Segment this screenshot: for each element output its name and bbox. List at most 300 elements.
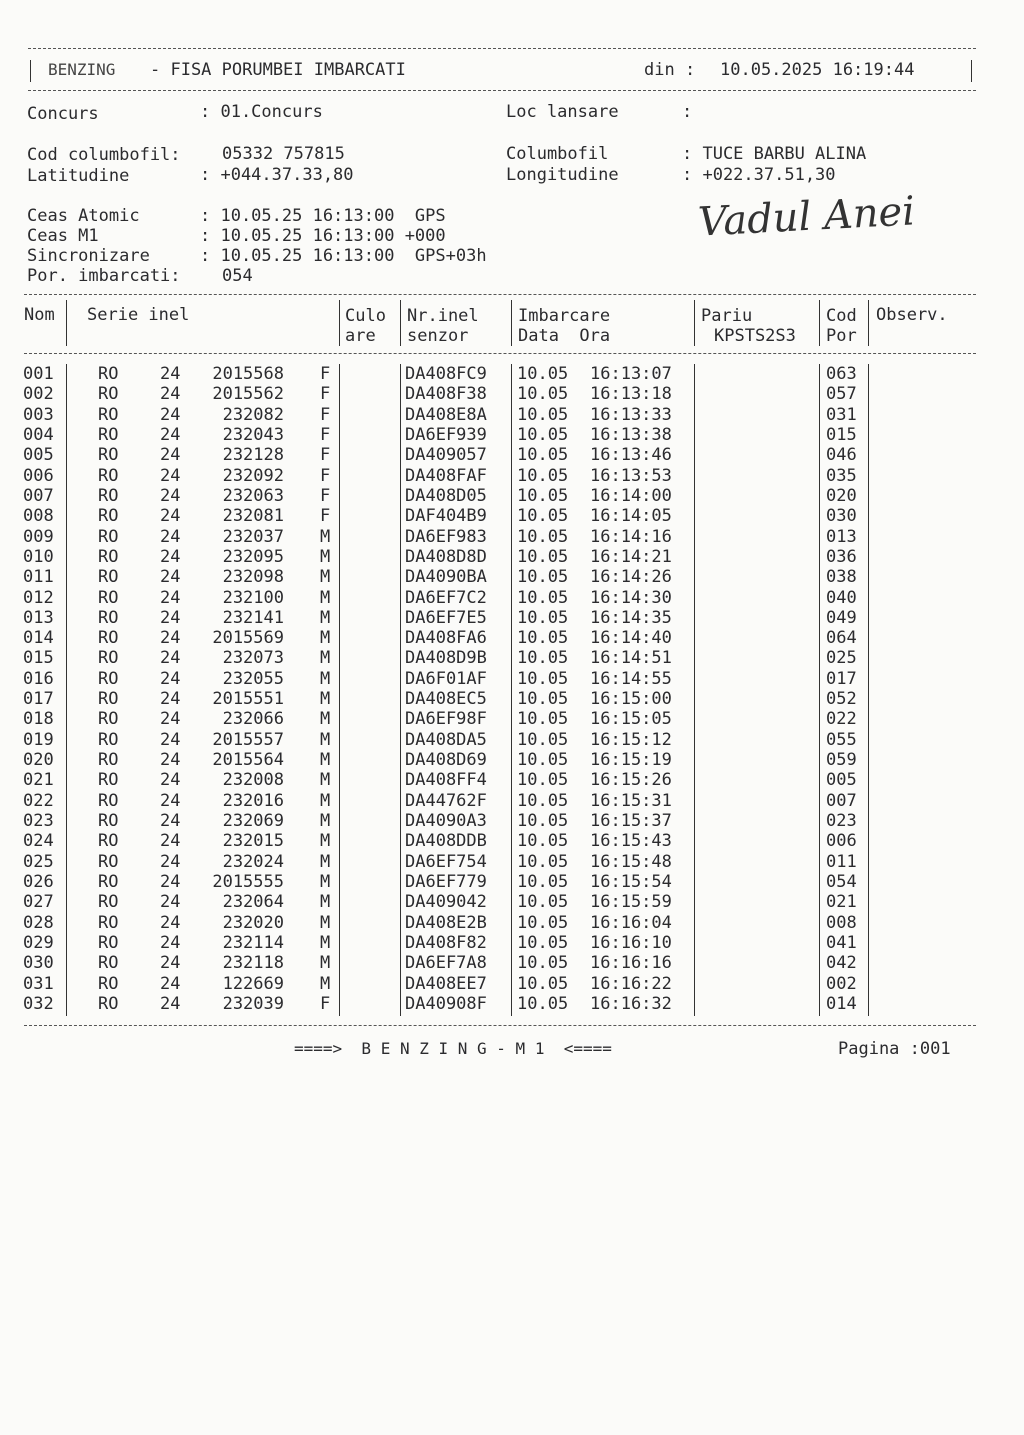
sensor-ring-id: DA6EF754 — [405, 851, 487, 872]
brand-label: BENZING — [48, 60, 116, 79]
row-number: 014 — [23, 628, 54, 649]
pigeon-sex: M — [320, 546, 331, 567]
col-divider — [511, 300, 512, 346]
ring-country: RO — [98, 628, 119, 649]
row-number: 026 — [23, 872, 54, 892]
pigeon-code: 031 — [826, 404, 857, 425]
ring-number: 2015564 — [212, 750, 284, 771]
sensor-ring-id: DA6EF7A8 — [405, 953, 487, 974]
ring-year: 24 — [160, 607, 181, 628]
boarding-time: 16:16:04 — [590, 912, 672, 933]
col-header-observatii: Observ. — [876, 305, 948, 325]
sensor-ring-id: DA408FA6 — [405, 628, 487, 649]
table-row — [0, 933, 1024, 953]
boarding-time: 16:13:07 — [590, 364, 672, 384]
ring-year: 24 — [160, 567, 181, 588]
row-number: 009 — [23, 526, 54, 547]
pigeon-sex: M — [320, 668, 331, 689]
ring-number: 232024 — [222, 851, 284, 872]
porumbei-imbarcati-label: Por. imbarcati: — [27, 266, 181, 286]
loc-lansare-value: : — [682, 102, 693, 122]
pigeon-code: 017 — [826, 668, 857, 689]
ring-number: 232039 — [222, 993, 284, 1014]
ring-number: 232043 — [222, 424, 284, 445]
boarding-time: 16:15:12 — [590, 729, 672, 750]
sensor-ring-id: DA408D05 — [405, 485, 487, 506]
boarding-date: 10.05 — [517, 628, 569, 649]
ring-year: 24 — [160, 993, 181, 1014]
pigeon-sex: F — [320, 384, 331, 405]
boarding-time: 16:15:43 — [590, 831, 672, 852]
pigeon-code: 046 — [826, 445, 857, 466]
ring-country: RO — [98, 912, 119, 933]
row-number: 006 — [23, 465, 54, 486]
pigeon-sex: M — [320, 912, 331, 933]
columbofil-value: : TUCE BARBU ALINA — [682, 144, 867, 164]
row-number: 022 — [23, 790, 54, 811]
col-divider — [400, 300, 401, 346]
sensor-ring-id: DA408E8A — [405, 404, 487, 425]
row-number: 016 — [23, 668, 54, 689]
ring-number: 232098 — [222, 567, 284, 588]
ring-number: 2015569 — [212, 628, 284, 649]
boarding-time: 16:16:16 — [590, 953, 672, 974]
boarding-time: 16:15:05 — [590, 709, 672, 730]
row-number: 021 — [23, 770, 54, 791]
boarding-date: 10.05 — [517, 485, 569, 506]
pigeon-sex: F — [320, 364, 331, 384]
boarding-date: 10.05 — [517, 404, 569, 425]
row-number: 020 — [23, 750, 54, 771]
ring-year: 24 — [160, 526, 181, 547]
pigeon-code: 023 — [826, 811, 857, 832]
pigeon-code: 040 — [826, 587, 857, 608]
ring-year: 24 — [160, 790, 181, 811]
ring-number: 232069 — [222, 811, 284, 832]
cod-columbofil-value: 05332 757815 — [222, 144, 345, 164]
col-header-nr-inel-2: senzor — [407, 326, 469, 346]
pigeon-code: 041 — [826, 932, 857, 953]
pigeon-sex: M — [320, 851, 331, 872]
ring-year: 24 — [160, 485, 181, 506]
row-number: 025 — [23, 851, 54, 872]
sensor-ring-id: DA408FF4 — [405, 770, 487, 791]
row-number: 027 — [23, 892, 54, 913]
ring-number: 232037 — [222, 526, 284, 547]
header-right-edge — [971, 60, 972, 82]
ring-year: 24 — [160, 892, 181, 913]
ring-year: 24 — [160, 831, 181, 852]
row-number: 010 — [23, 546, 54, 567]
sincronizare-value: : 10.05.25 16:13:00 GPS+03h — [200, 246, 487, 266]
ring-number: 232063 — [222, 485, 284, 506]
boarding-time: 16:15:59 — [590, 892, 672, 913]
row-number: 029 — [23, 932, 54, 953]
pigeon-code: 064 — [826, 628, 857, 649]
pigeon-sex: M — [320, 709, 331, 730]
ring-number: 232082 — [222, 404, 284, 425]
ring-country: RO — [98, 770, 119, 791]
ring-number: 2015557 — [212, 729, 284, 750]
table-row — [0, 486, 1024, 506]
ring-number: 232118 — [222, 953, 284, 974]
sensor-ring-id: DA408D69 — [405, 750, 487, 771]
loc-lansare-label: Loc lansare — [506, 102, 619, 122]
sensor-ring-id: DA408F38 — [405, 384, 487, 405]
concurs-value: : 01.Concurs — [200, 102, 323, 122]
col-header-culoare-1: Culo — [345, 306, 386, 326]
boarding-time: 16:14:26 — [590, 567, 672, 588]
cod-columbofil-label: Cod columbofil: — [27, 145, 181, 165]
col-header-nom: Nom — [24, 305, 55, 325]
sensor-ring-id: DA40908F — [405, 993, 487, 1014]
pigeon-sex: F — [320, 993, 331, 1014]
pigeon-sex: M — [320, 729, 331, 750]
ring-number: 2015551 — [212, 689, 284, 710]
ring-country: RO — [98, 465, 119, 486]
boarding-date: 10.05 — [517, 811, 569, 832]
row-number: 011 — [23, 567, 54, 588]
col-header-cod-1: Cod — [826, 306, 857, 326]
pigeon-sex: M — [320, 831, 331, 852]
table-row — [0, 974, 1024, 994]
ring-year: 24 — [160, 973, 181, 994]
col-header-pariu-2: KPSTS2S3 — [714, 326, 796, 346]
ring-number: 2015555 — [212, 872, 284, 892]
ring-country: RO — [98, 668, 119, 689]
pigeon-code: 014 — [826, 993, 857, 1014]
boarding-date: 10.05 — [517, 831, 569, 852]
print-datetime: 10.05.2025 16:19:44 — [720, 60, 915, 80]
sensor-ring-id: DA408EE7 — [405, 973, 487, 994]
ring-year: 24 — [160, 628, 181, 649]
ring-country: RO — [98, 587, 119, 608]
table-row — [0, 831, 1024, 851]
ring-year: 24 — [160, 770, 181, 791]
ring-country: RO — [98, 364, 119, 384]
boarding-date: 10.05 — [517, 526, 569, 547]
ring-country: RO — [98, 851, 119, 872]
table-row — [0, 852, 1024, 872]
ring-country: RO — [98, 485, 119, 506]
pigeon-sex: M — [320, 770, 331, 791]
ring-number: 232092 — [222, 465, 284, 486]
ring-number: 232081 — [222, 506, 284, 527]
boarding-time: 16:13:33 — [590, 404, 672, 425]
ring-year: 24 — [160, 750, 181, 771]
col-header-cod-2: Por — [826, 326, 857, 346]
pigeon-sex: M — [320, 973, 331, 994]
boarding-date: 10.05 — [517, 424, 569, 445]
sensor-ring-id: DA6EF7E5 — [405, 607, 487, 628]
pigeon-code: 030 — [826, 506, 857, 527]
pigeon-sex: M — [320, 526, 331, 547]
ring-country: RO — [98, 648, 119, 669]
ring-number: 232066 — [222, 709, 284, 730]
ring-number: 232114 — [222, 932, 284, 953]
pigeon-code: 011 — [826, 851, 857, 872]
boarding-time: 16:14:35 — [590, 607, 672, 628]
pigeon-code: 038 — [826, 567, 857, 588]
pigeon-sex: F — [320, 485, 331, 506]
table-bottom-border — [24, 1025, 976, 1026]
ring-country: RO — [98, 790, 119, 811]
pigeon-sex: M — [320, 811, 331, 832]
row-number: 019 — [23, 729, 54, 750]
table-row — [0, 567, 1024, 587]
ring-year: 24 — [160, 424, 181, 445]
ceas-atomic-label: Ceas Atomic — [27, 206, 140, 226]
ring-year: 24 — [160, 851, 181, 872]
pigeon-code: 020 — [826, 485, 857, 506]
ring-country: RO — [98, 932, 119, 953]
ring-country: RO — [98, 811, 119, 832]
table-row — [0, 709, 1024, 729]
ring-year: 24 — [160, 445, 181, 466]
ring-country: RO — [98, 872, 119, 892]
document-title: - FISA PORUMBEI IMBARCATI — [150, 60, 406, 80]
pigeon-sex: M — [320, 892, 331, 913]
ring-year: 24 — [160, 648, 181, 669]
ring-country: RO — [98, 607, 119, 628]
ring-country: RO — [98, 506, 119, 527]
boarding-date: 10.05 — [517, 567, 569, 588]
row-number: 032 — [23, 993, 54, 1014]
header-bottom-border — [28, 90, 976, 91]
boarding-date: 10.05 — [517, 790, 569, 811]
sensor-ring-id: DA4090BA — [405, 567, 487, 588]
date-label: din : — [644, 60, 696, 80]
ring-number: 232141 — [222, 607, 284, 628]
concurs-label: Concurs — [27, 104, 99, 124]
table-row — [0, 811, 1024, 831]
row-number: 005 — [23, 445, 54, 466]
pigeon-code: 015 — [826, 424, 857, 445]
boarding-date: 10.05 — [517, 546, 569, 567]
boarding-time: 16:14:40 — [590, 628, 672, 649]
pigeon-sex: M — [320, 587, 331, 608]
sensor-ring-id: DA4090A3 — [405, 811, 487, 832]
boarding-date: 10.05 — [517, 648, 569, 669]
boarding-time: 16:14:00 — [590, 485, 672, 506]
col-header-imbarcare-1: Imbarcare — [518, 306, 611, 326]
ring-year: 24 — [160, 709, 181, 730]
ring-country: RO — [98, 445, 119, 466]
table-row — [0, 527, 1024, 547]
ring-number: 232073 — [222, 648, 284, 669]
boarding-date: 10.05 — [517, 750, 569, 771]
boarding-time: 16:15:19 — [590, 750, 672, 771]
boarding-date: 10.05 — [517, 872, 569, 892]
sensor-ring-id: DA408FC9 — [405, 364, 487, 384]
sincronizare-label: Sincronizare — [27, 246, 150, 266]
pigeon-sex: M — [320, 628, 331, 649]
row-number: 002 — [23, 384, 54, 405]
sensor-ring-id: DA408F82 — [405, 932, 487, 953]
col-header-culoare-2: are — [345, 326, 376, 346]
ring-country: RO — [98, 404, 119, 425]
row-number: 008 — [23, 506, 54, 527]
pigeon-code: 049 — [826, 607, 857, 628]
boarding-date: 10.05 — [517, 587, 569, 608]
ring-year: 24 — [160, 689, 181, 710]
boarding-time: 16:14:30 — [590, 587, 672, 608]
pigeon-sex: M — [320, 607, 331, 628]
pigeon-sex: M — [320, 689, 331, 710]
pigeon-sex: M — [320, 567, 331, 588]
row-number: 030 — [23, 953, 54, 974]
row-number: 003 — [23, 404, 54, 425]
table-header-top-border — [24, 294, 976, 295]
pigeon-sex: F — [320, 404, 331, 425]
boarding-time: 16:16:32 — [590, 993, 672, 1014]
boarding-time: 16:13:18 — [590, 384, 672, 405]
table-row — [0, 466, 1024, 486]
col-divider — [819, 300, 820, 346]
ring-number: 232095 — [222, 546, 284, 567]
ring-country: RO — [98, 953, 119, 974]
boarding-date: 10.05 — [517, 384, 569, 405]
boarding-time: 16:14:05 — [590, 506, 672, 527]
ring-country: RO — [98, 689, 119, 710]
boarding-date: 10.05 — [517, 953, 569, 974]
table-row — [0, 892, 1024, 912]
boarding-date: 10.05 — [517, 506, 569, 527]
pigeon-code: 059 — [826, 750, 857, 771]
sensor-ring-id: DAF404B9 — [405, 506, 487, 527]
table-row — [0, 608, 1024, 628]
boarding-time: 16:15:26 — [590, 770, 672, 791]
sensor-ring-id: DA409042 — [405, 892, 487, 913]
ring-number: 232055 — [222, 668, 284, 689]
boarding-time: 16:15:37 — [590, 811, 672, 832]
handwritten-location-note: Vadul Anei — [696, 188, 917, 246]
row-number: 031 — [23, 973, 54, 994]
pigeon-code: 054 — [826, 872, 857, 892]
ring-number: 2015562 — [212, 384, 284, 405]
boarding-time: 16:15:54 — [590, 872, 672, 892]
table-row — [0, 872, 1024, 892]
ring-country: RO — [98, 526, 119, 547]
pigeon-code: 055 — [826, 729, 857, 750]
pigeon-code: 002 — [826, 973, 857, 994]
boarding-time: 16:14:51 — [590, 648, 672, 669]
header-left-edge — [30, 60, 31, 82]
longitudine-label: Longitudine — [506, 165, 619, 185]
ring-country: RO — [98, 384, 119, 405]
boarding-date: 10.05 — [517, 729, 569, 750]
pigeon-code: 052 — [826, 689, 857, 710]
ring-number: 232128 — [222, 445, 284, 466]
table-row — [0, 588, 1024, 608]
boarding-date: 10.05 — [517, 709, 569, 730]
ring-year: 24 — [160, 384, 181, 405]
porumbei-imbarcati-value: 054 — [222, 266, 253, 286]
ring-year: 24 — [160, 668, 181, 689]
pigeon-code: 035 — [826, 465, 857, 486]
boarding-time: 16:14:21 — [590, 546, 672, 567]
ring-number: 2015568 — [212, 364, 284, 384]
boarding-time: 16:16:10 — [590, 932, 672, 953]
table-row — [0, 405, 1024, 425]
boarding-date: 10.05 — [517, 973, 569, 994]
ring-country: RO — [98, 973, 119, 994]
row-number: 001 — [23, 364, 54, 384]
ring-country: RO — [98, 892, 119, 913]
pigeon-sex: M — [320, 750, 331, 771]
pigeon-sex: F — [320, 445, 331, 466]
boarding-time: 16:13:46 — [590, 445, 672, 466]
boarding-date: 10.05 — [517, 912, 569, 933]
boarding-time: 16:13:38 — [590, 424, 672, 445]
boarding-date: 10.05 — [517, 770, 569, 791]
boarding-date: 10.05 — [517, 689, 569, 710]
ring-year: 24 — [160, 932, 181, 953]
pigeon-sex: M — [320, 872, 331, 892]
col-header-nr-inel-1: Nr.inel — [407, 306, 479, 326]
table-row — [0, 648, 1024, 668]
row-number: 023 — [23, 811, 54, 832]
boarding-date: 10.05 — [517, 932, 569, 953]
table-row — [0, 506, 1024, 526]
pigeon-code: 063 — [826, 364, 857, 384]
pigeon-sex: M — [320, 648, 331, 669]
pigeon-sex: F — [320, 424, 331, 445]
table-row — [0, 953, 1024, 973]
row-number: 004 — [23, 424, 54, 445]
col-header-imbarcare-2: Data Ora — [518, 326, 611, 346]
longitudine-value: : +022.37.51,30 — [682, 165, 836, 185]
boarding-time: 16:16:22 — [590, 973, 672, 994]
pigeon-code: 005 — [826, 770, 857, 791]
sensor-ring-id: DA408FAF — [405, 465, 487, 486]
ring-number: 122669 — [222, 973, 284, 994]
table-row — [0, 669, 1024, 689]
sensor-ring-id: DA409057 — [405, 445, 487, 466]
ring-year: 24 — [160, 506, 181, 527]
ring-number: 232064 — [222, 892, 284, 913]
ring-number: 232100 — [222, 587, 284, 608]
pigeon-sex: M — [320, 790, 331, 811]
table-row — [0, 445, 1024, 465]
table-row — [0, 425, 1024, 445]
pigeon-code: 036 — [826, 546, 857, 567]
col-divider — [868, 300, 869, 346]
table-row — [0, 628, 1024, 648]
table-row — [0, 547, 1024, 567]
pigeon-code: 021 — [826, 892, 857, 913]
ring-number: 232008 — [222, 770, 284, 791]
ring-year: 24 — [160, 404, 181, 425]
boarding-time: 16:15:00 — [590, 689, 672, 710]
page-number: Pagina :001 — [838, 1039, 951, 1059]
ceas-atomic-value: : 10.05.25 16:13:00 GPS — [200, 206, 446, 226]
ceas-m1-value: : 10.05.25 16:13:00 +000 — [200, 226, 446, 246]
sensor-ring-id: DA6EF939 — [405, 424, 487, 445]
pigeon-code: 008 — [826, 912, 857, 933]
ring-year: 24 — [160, 912, 181, 933]
table-row — [0, 730, 1024, 750]
table-row — [0, 913, 1024, 933]
ring-year: 24 — [160, 587, 181, 608]
pigeon-sex: M — [320, 953, 331, 974]
ring-country: RO — [98, 709, 119, 730]
table-header-bottom-border — [24, 353, 976, 354]
boarding-date: 10.05 — [517, 668, 569, 689]
ring-number: 232015 — [222, 831, 284, 852]
row-number: 017 — [23, 689, 54, 710]
sensor-ring-id: DA408D8D — [405, 546, 487, 567]
